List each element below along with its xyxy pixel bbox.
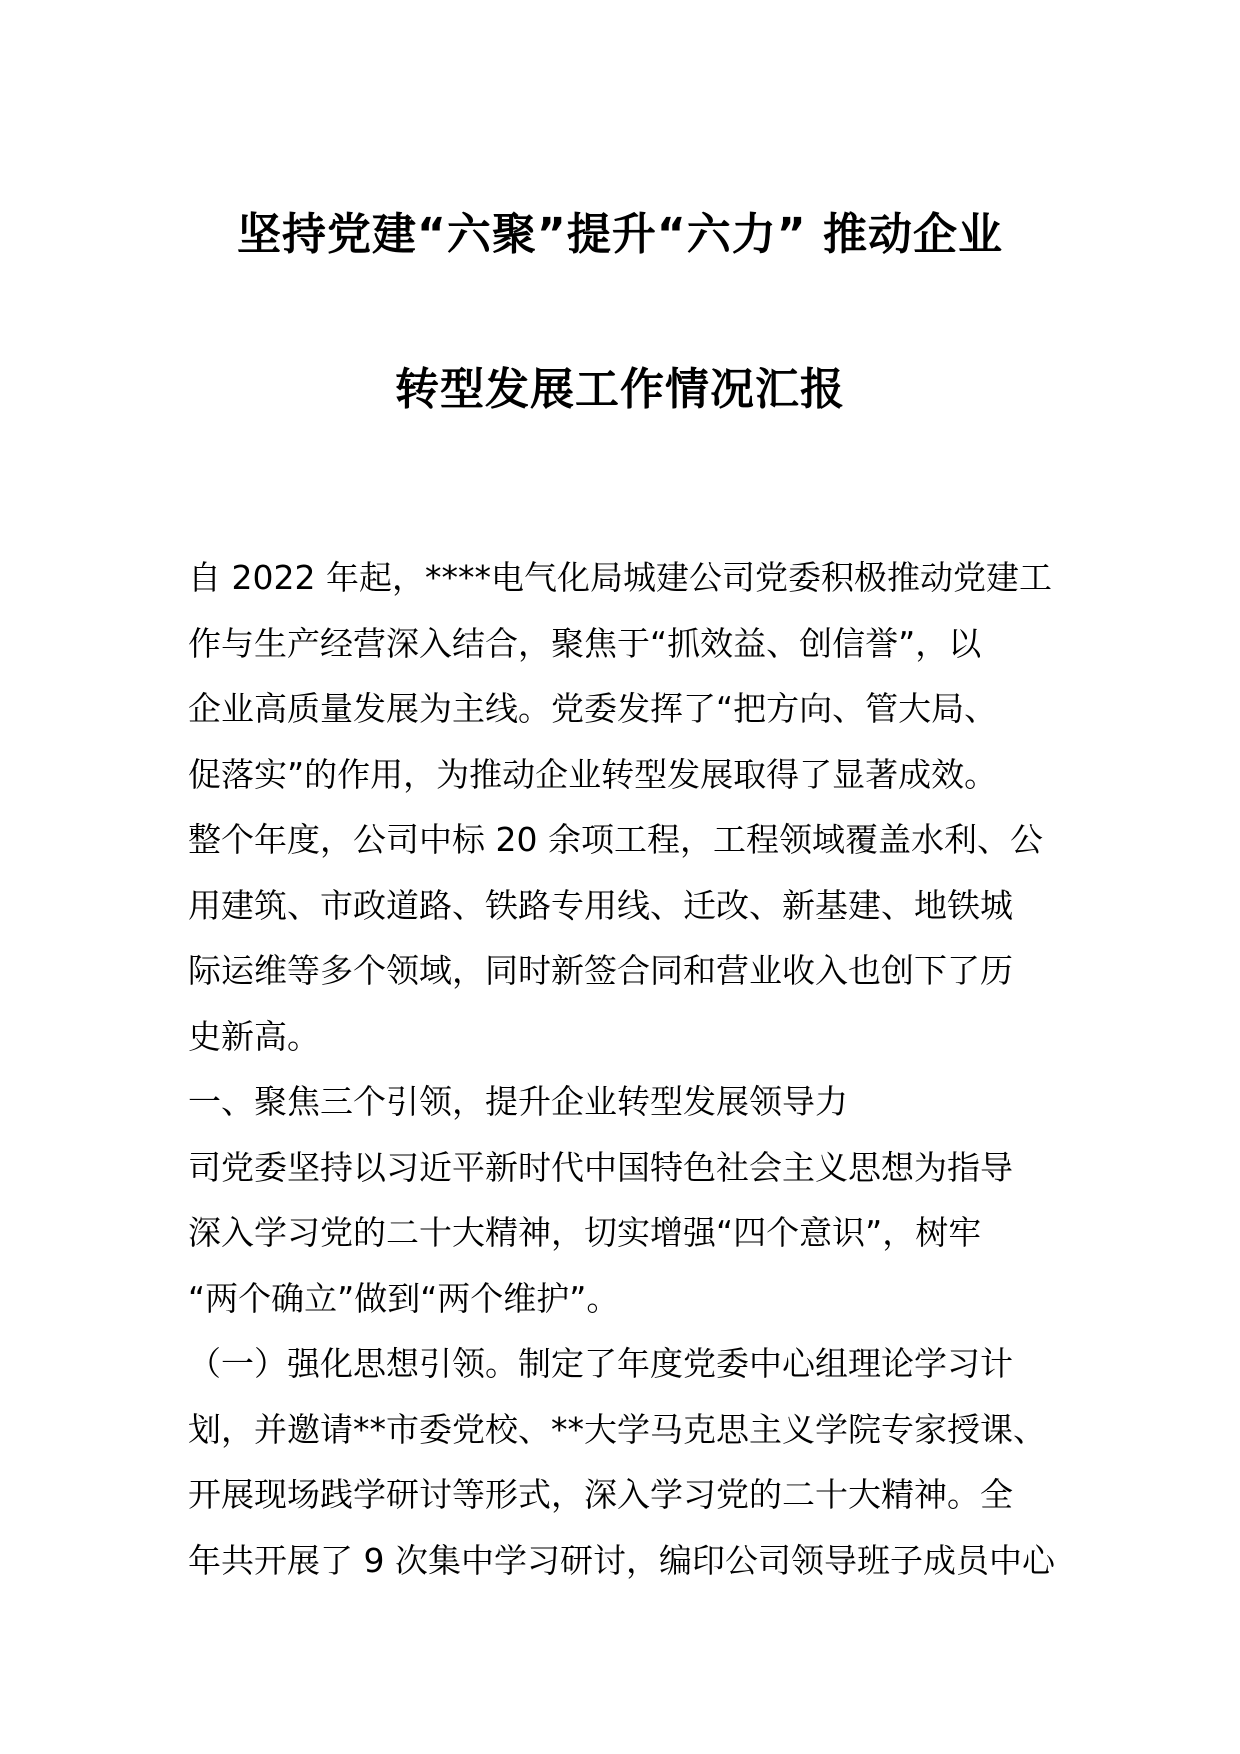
body-line: 司党委坚持以习近平新时代中国特色社会主义思想为指导 [188,1147,1013,1187]
body-line: 整个年度，公司中标 20 余项工程，工程领域覆盖水利、公 [188,820,1043,859]
body-line: “两个确立”做到“两个维护”。 [188,1278,620,1318]
body-line: 用建筑、市政道路、铁路专用线、迁改、新基建、地铁城 [188,885,1013,925]
body-line: 划，并邀请**市委党校、**大学马克思主义学院专家授课、 [188,1409,1046,1449]
body-line: 深入学习党的二十大精神，切实增强“四个意识”，树牢 [188,1213,982,1252]
body-line: 企业高质量发展为主线。党委发挥了“把方向、管大局、 [188,689,998,728]
subsection-line: （一）强化思想引领。制定了年度党委中心组理论学习计 [188,1344,1013,1383]
body-line: 际运维等多个领域，同时新签合同和营业收入也创下了历 [188,951,1013,990]
section-heading: 一、聚焦三个引领，提升企业转型发展领导力 [188,1082,848,1121]
document-body [188,545,1068,1593]
body-line: 自 2022 年起，****电气化局城建公司党委积极推动党建工 [188,558,1052,597]
body-line: 年共开展了 9 次集中学习研讨，编印公司领导班子成员中心 [188,1540,1055,1580]
body-line: 作与生产经营深入结合，聚焦于“抓效益、创信誉”，以 [188,623,982,663]
document-title-line-2: 转型发展工作情况汇报 [395,364,845,415]
document-title-line-1: 坚持党建“六聚”提升“六力” 推动企业 [237,209,1003,260]
body-line: 开展现场践学研讨等形式，深入学习党的二十大精神。全 [188,1475,1013,1514]
body-line: 史新高。 [188,1016,320,1056]
body-line: 促落实”的作用，为推动企业转型发展取得了显著成效。 [188,754,998,794]
